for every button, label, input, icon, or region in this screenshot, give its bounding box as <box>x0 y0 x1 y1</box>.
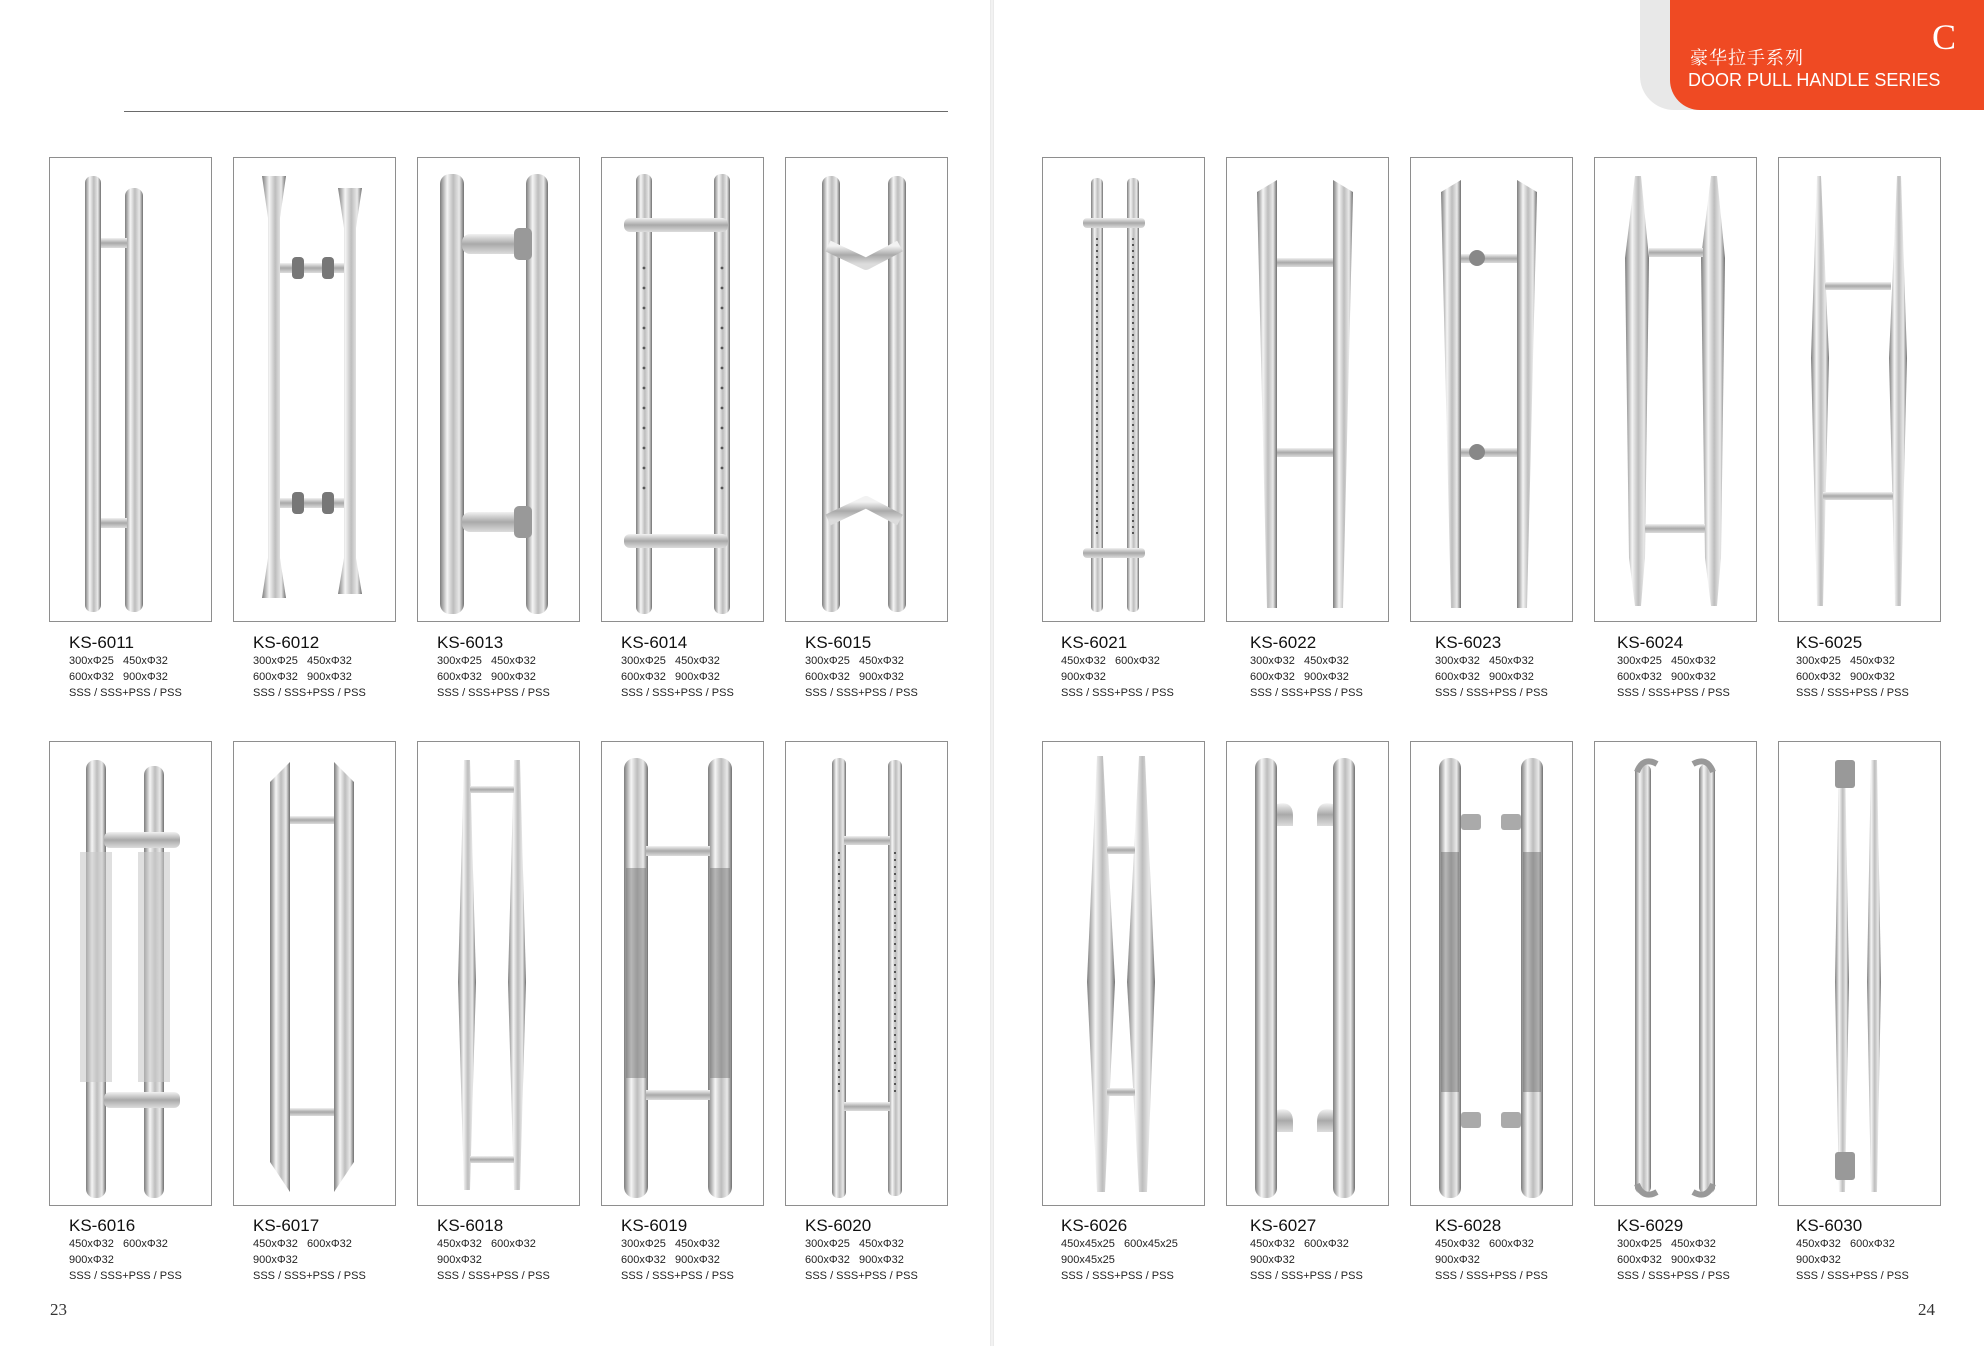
product-card-ks-6028[interactable] <box>1410 741 1573 1206</box>
product-spec-line1: 300xΦ25 450xΦ32 <box>805 655 904 667</box>
handle-image-ks-6026 <box>1043 742 1204 1205</box>
product-card-ks-6015[interactable] <box>785 157 948 622</box>
product-info-ks-6017 <box>253 1216 443 1284</box>
product-model: KS-6029 <box>1617 1216 1684 1235</box>
product-info-ks-6022 <box>1250 633 1440 701</box>
product-spec-line2: 600xΦ32 900xΦ32 <box>1617 671 1716 683</box>
product-card-ks-6030[interactable] <box>1778 741 1941 1206</box>
product-finish: SSS / SSS+PSS / PSS <box>1435 1270 1548 1282</box>
product-spec-line1: 450xΦ32 600xΦ32 <box>253 1238 352 1250</box>
product-info-ks-6018 <box>437 1216 627 1284</box>
product-card-ks-6029[interactable] <box>1594 741 1757 1206</box>
product-info-ks-6015 <box>805 633 995 701</box>
section-letter: C <box>1931 17 1956 57</box>
product-info-ks-6027 <box>1250 1216 1440 1284</box>
product-spec-line1: 300xΦ25 450xΦ32 <box>1796 655 1895 667</box>
product-info-ks-6029 <box>1617 1216 1807 1284</box>
product-card-ks-6026[interactable] <box>1042 741 1205 1206</box>
product-spec-line2: 600xΦ32 900xΦ32 <box>1250 671 1349 683</box>
handle-image-ks-6012 <box>234 158 395 621</box>
product-finish: SSS / SSS+PSS / PSS <box>1435 687 1548 699</box>
handle-image-ks-6016 <box>50 742 211 1205</box>
product-finish: SSS / SSS+PSS / PSS <box>1250 1270 1363 1282</box>
handle-image-ks-6023 <box>1411 158 1572 621</box>
product-info-ks-6011 <box>69 633 259 701</box>
product-finish: SSS / SSS+PSS / PSS <box>1617 1270 1730 1282</box>
product-finish: SSS / SSS+PSS / PSS <box>1796 687 1909 699</box>
product-model: KS-6012 <box>253 633 320 652</box>
product-info-ks-6020 <box>805 1216 995 1284</box>
product-model: KS-6030 <box>1796 1216 1863 1235</box>
product-card-ks-6021[interactable] <box>1042 157 1205 622</box>
product-finish: SSS / SSS+PSS / PSS <box>1617 687 1730 699</box>
product-spec-line2: 600xΦ32 900xΦ32 <box>253 671 352 683</box>
product-card-ks-6018[interactable] <box>417 741 580 1206</box>
product-model: KS-6021 <box>1061 633 1128 652</box>
product-info-ks-6019 <box>621 1216 811 1284</box>
product-spec-line1: 450xΦ32 600xΦ32 <box>1796 1238 1895 1250</box>
product-spec-line1: 300xΦ25 450xΦ32 <box>805 1238 904 1250</box>
header-rule <box>124 111 948 112</box>
product-model: KS-6027 <box>1250 1216 1317 1235</box>
product-model: KS-6025 <box>1796 633 1863 652</box>
product-spec-line1: 300xΦ25 450xΦ32 <box>1617 1238 1716 1250</box>
product-model: KS-6011 <box>69 633 134 652</box>
handle-image-ks-6022 <box>1227 158 1388 621</box>
product-spec-line2: 900xΦ32 <box>253 1254 298 1266</box>
product-card-ks-6024[interactable] <box>1594 157 1757 622</box>
product-finish: SSS / SSS+PSS / PSS <box>1061 1270 1174 1282</box>
product-finish: SSS / SSS+PSS / PSS <box>253 1270 366 1282</box>
product-spec-line1: 450xΦ32 600xΦ32 <box>1435 1238 1534 1250</box>
product-model: KS-6013 <box>437 633 504 652</box>
product-finish: SSS / SSS+PSS / PSS <box>621 687 734 699</box>
product-model: KS-6017 <box>253 1216 320 1235</box>
product-spec-line1: 300xΦ25 450xΦ32 <box>621 1238 720 1250</box>
product-spec-line2: 600xΦ32 900xΦ32 <box>437 671 536 683</box>
handle-image-ks-6013 <box>418 158 579 621</box>
handle-image-ks-6029 <box>1595 742 1756 1205</box>
series-title-en: DOOR PULL HANDLE SERIES <box>1688 70 1941 90</box>
product-spec-line1: 300xΦ32 450xΦ32 <box>1435 655 1534 667</box>
product-spec-line2: 600xΦ32 900xΦ32 <box>805 671 904 683</box>
product-finish: SSS / SSS+PSS / PSS <box>69 1270 182 1282</box>
product-spec-line1: 300xΦ32 450xΦ32 <box>1250 655 1349 667</box>
handle-image-ks-6017 <box>234 742 395 1205</box>
product-spec-line2: 900xΦ32 <box>1250 1254 1295 1266</box>
handle-image-ks-6019 <box>602 742 763 1205</box>
page-number-left: 23 <box>50 1300 67 1319</box>
product-spec-line1: 450xΦ32 600xΦ32 <box>1250 1238 1349 1250</box>
product-card-ks-6025[interactable] <box>1778 157 1941 622</box>
handle-image-ks-6024 <box>1595 158 1756 621</box>
product-spec-line2: 600xΦ32 900xΦ32 <box>621 1254 720 1266</box>
product-spec-line1: 300xΦ25 450xΦ32 <box>69 655 168 667</box>
product-spec-line1: 450xΦ32 600xΦ32 <box>437 1238 536 1250</box>
product-card-ks-6020[interactable] <box>785 741 948 1206</box>
product-card-ks-6017[interactable] <box>233 741 396 1206</box>
handle-image-ks-6014 <box>602 158 763 621</box>
product-card-ks-6016[interactable] <box>49 741 212 1206</box>
product-spec-line2: 600xΦ32 900xΦ32 <box>1796 671 1895 683</box>
handle-image-ks-6025 <box>1779 158 1940 621</box>
product-spec-line1: 300xΦ25 450xΦ32 <box>253 655 352 667</box>
product-spec-line2: 600xΦ32 900xΦ32 <box>621 671 720 683</box>
product-model: KS-6018 <box>437 1216 504 1235</box>
product-finish: SSS / SSS+PSS / PSS <box>1250 687 1363 699</box>
product-info-ks-6024 <box>1617 633 1807 701</box>
product-spec-line2: 900x45x25 <box>1061 1254 1115 1266</box>
handle-image-ks-6018 <box>418 742 579 1205</box>
product-finish: SSS / SSS+PSS / PSS <box>69 687 182 699</box>
product-card-ks-6013[interactable] <box>417 157 580 622</box>
product-finish: SSS / SSS+PSS / PSS <box>621 1270 734 1282</box>
product-model: KS-6028 <box>1435 1216 1502 1235</box>
product-spec-line2: 600xΦ32 900xΦ32 <box>805 1254 904 1266</box>
product-model: KS-6019 <box>621 1216 688 1235</box>
product-spec-line1: 450xΦ32 600xΦ32 <box>1061 655 1160 667</box>
product-card-ks-6023[interactable] <box>1410 157 1573 622</box>
product-spec-line2: 600xΦ32 900xΦ32 <box>1435 671 1534 683</box>
handle-image-ks-6015 <box>786 158 947 621</box>
product-spec-line1: 300xΦ25 450xΦ32 <box>621 655 720 667</box>
product-finish: SSS / SSS+PSS / PSS <box>437 1270 550 1282</box>
product-spec-line2: 600xΦ32 900xΦ32 <box>1617 1254 1716 1266</box>
series-header <box>1670 0 1984 110</box>
product-finish: SSS / SSS+PSS / PSS <box>253 687 366 699</box>
product-info-ks-6026 <box>1061 1216 1251 1284</box>
product-card-ks-6014[interactable] <box>601 157 764 622</box>
product-finish: SSS / SSS+PSS / PSS <box>805 687 918 699</box>
product-info-ks-6025 <box>1796 633 1984 701</box>
product-spec-line1: 450x45x25 600x45x25 <box>1061 1238 1178 1250</box>
product-spec-line2: 900xΦ32 <box>1796 1254 1841 1266</box>
product-card-ks-6022[interactable] <box>1226 157 1389 622</box>
product-spec-line2: 600xΦ32 900xΦ32 <box>69 671 168 683</box>
handle-image-ks-6030 <box>1779 742 1940 1205</box>
product-spec-line2: 900xΦ32 <box>69 1254 114 1266</box>
product-info-ks-6013 <box>437 633 627 701</box>
product-spec-line2: 900xΦ32 <box>1435 1254 1480 1266</box>
product-info-ks-6021 <box>1061 633 1251 701</box>
product-model: KS-6020 <box>805 1216 872 1235</box>
product-spec-line1: 300xΦ25 450xΦ32 <box>437 655 536 667</box>
product-model: KS-6022 <box>1250 633 1317 652</box>
series-title-cn: 豪华拉手系列 <box>1690 48 1804 68</box>
product-spec-line2: 900xΦ32 <box>437 1254 482 1266</box>
product-spec-line1: 450xΦ32 600xΦ32 <box>69 1238 168 1250</box>
handle-image-ks-6020 <box>786 742 947 1205</box>
product-info-ks-6028 <box>1435 1216 1625 1284</box>
product-spec-line1: 300xΦ25 450xΦ32 <box>1617 655 1716 667</box>
handle-image-ks-6027 <box>1227 742 1388 1205</box>
product-card-ks-6019[interactable] <box>601 741 764 1206</box>
product-info-ks-6016 <box>69 1216 259 1284</box>
product-model: KS-6014 <box>621 633 688 652</box>
product-card-ks-6027[interactable] <box>1226 741 1389 1206</box>
product-card-ks-6012[interactable] <box>233 157 396 622</box>
product-model: KS-6015 <box>805 633 872 652</box>
page-number-right: 24 <box>1918 1300 1935 1319</box>
product-model: KS-6023 <box>1435 633 1502 652</box>
handle-image-ks-6021 <box>1043 158 1204 621</box>
product-card-ks-6011[interactable] <box>49 157 212 622</box>
handle-image-ks-6028 <box>1411 742 1572 1205</box>
product-model: KS-6026 <box>1061 1216 1128 1235</box>
product-model: KS-6016 <box>69 1216 136 1235</box>
product-finish: SSS / SSS+PSS / PSS <box>437 687 550 699</box>
product-model: KS-6024 <box>1617 633 1684 652</box>
product-info-ks-6014 <box>621 633 811 701</box>
product-info-ks-6030 <box>1796 1216 1984 1284</box>
product-spec-line2: 900xΦ32 <box>1061 671 1106 683</box>
handle-image-ks-6011 <box>50 158 211 621</box>
product-info-ks-6023 <box>1435 633 1625 701</box>
product-info-ks-6012 <box>253 633 443 701</box>
product-finish: SSS / SSS+PSS / PSS <box>1061 687 1174 699</box>
product-finish: SSS / SSS+PSS / PSS <box>805 1270 918 1282</box>
product-finish: SSS / SSS+PSS / PSS <box>1796 1270 1909 1282</box>
